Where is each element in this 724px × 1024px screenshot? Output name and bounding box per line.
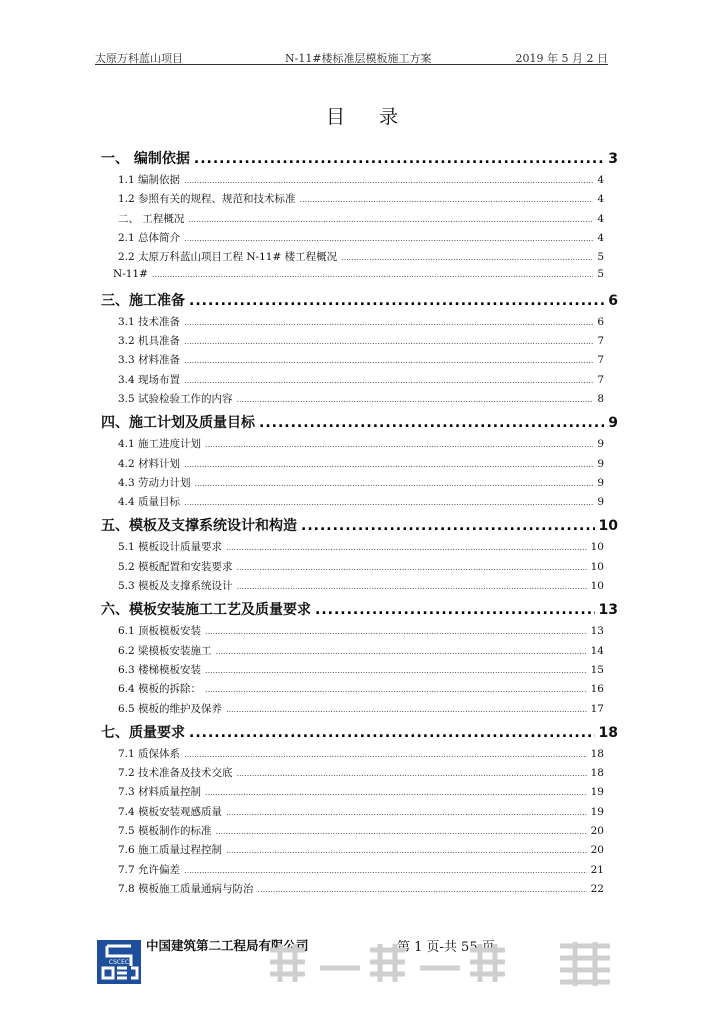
toc-section-entry[interactable] <box>101 784 618 803</box>
toc-entry-page: 19 <box>590 805 604 818</box>
toc-section-entry[interactable] <box>101 662 618 681</box>
toc-leader-dots <box>184 337 593 346</box>
header-date: 2019 年 5 月 2 日 <box>515 52 608 65</box>
toc-entry-label: 4.2 材料计划 <box>118 457 181 470</box>
toc-entry-page: 9 <box>597 496 604 509</box>
toc-entry-page: 22 <box>590 882 604 895</box>
toc-section-entry[interactable] <box>101 559 618 578</box>
toc-entry-page: 20 <box>590 825 604 838</box>
toc-leader-dots <box>188 215 593 224</box>
toc-section-entry[interactable] <box>101 746 618 765</box>
toc-entry-page: 7 <box>597 354 604 367</box>
toc-entry-label: 7.1 质保体系 <box>118 747 181 760</box>
page-header <box>95 48 608 65</box>
toc-section-entry[interactable] <box>101 578 618 597</box>
toc-entry-page: 10 <box>590 560 604 573</box>
toc-entry-label: 5.2 模板配置和安装要求 <box>118 560 233 573</box>
toc-entry-page: 9 <box>597 457 604 470</box>
toc-entry-label: N-11# <box>113 268 148 281</box>
toc-entry-page: 13 <box>598 602 618 619</box>
toc-leader-dots <box>300 195 594 204</box>
footer-company: 中国建筑第二工程局有限公司 <box>146 938 309 953</box>
toc-leader-dots <box>259 415 604 431</box>
toc-leader-dots <box>184 750 587 759</box>
watermark-pattern <box>260 938 620 988</box>
toc-entry-label: 4.4 质量目标 <box>118 496 181 509</box>
toc-entry-page: 17 <box>590 702 604 715</box>
header-doc-title: N-11#楼标准层模板施工方案 <box>285 52 432 65</box>
table-of-contents <box>101 146 618 900</box>
toc-section-entry[interactable] <box>101 701 618 720</box>
toc-leader-dots <box>237 582 587 591</box>
toc-section-entry[interactable] <box>101 643 618 662</box>
toc-section-entry[interactable] <box>101 436 618 455</box>
toc-entry-page: 10 <box>598 518 618 535</box>
toc-section-entry[interactable] <box>101 804 618 823</box>
toc-leader-dots <box>184 376 593 385</box>
toc-entry-label: 7.8 模板施工质量通病与防治 <box>118 882 254 895</box>
toc-entry-label: 7.3 材料质量控制 <box>118 786 202 799</box>
toc-entry-label: 3.5 试验检验工作的内容 <box>118 392 233 405</box>
cscec-logo <box>97 940 141 984</box>
toc-section-entry[interactable] <box>101 191 618 210</box>
toc-entry-label: 七、质量要求 <box>101 724 185 741</box>
toc-entry-label: 4.1 施工进度计划 <box>118 438 202 451</box>
toc-entry-page: 4 <box>597 193 604 206</box>
toc-entry-label: 1.2 参照有关的规程、规范和技术标准 <box>118 193 296 206</box>
toc-section-entry[interactable] <box>101 623 618 642</box>
toc-section-entry[interactable] <box>101 456 618 475</box>
toc-entry-label: 5.3 模板及支撑系统设计 <box>118 580 233 593</box>
toc-leader-dots <box>184 356 593 365</box>
toc-entry-label: 7.6 施工质量过程控制 <box>118 844 223 857</box>
toc-leader-dots <box>205 666 587 675</box>
toc-entry-page: 6 <box>608 292 618 309</box>
toc-section-entry[interactable] <box>101 391 618 410</box>
toc-chapter-entry[interactable] <box>101 599 618 623</box>
toc-leader-dots <box>194 151 604 167</box>
toc-leader-dots <box>226 808 587 817</box>
toc-entry-page: 18 <box>590 767 604 780</box>
toc-entry-label: 2.2 太原万科蓝山项目工程 N-11# 楼工程概况 <box>118 251 338 264</box>
toc-entry-page: 5 <box>597 268 604 281</box>
toc-entry-label: 2.1 总体简介 <box>118 231 181 244</box>
header-project: 太原万科蓝山项目 <box>95 52 183 65</box>
toc-section-entry[interactable] <box>101 352 618 371</box>
toc-leader-dots <box>184 234 593 243</box>
toc-section-entry[interactable] <box>101 211 618 230</box>
toc-entry-page: 4 <box>597 231 604 244</box>
toc-leader-dots <box>226 846 587 855</box>
toc-entry-page: 18 <box>590 747 604 760</box>
toc-entry-page: 6 <box>597 315 604 328</box>
toc-entry-label: 二、 工程概况 <box>118 212 185 225</box>
toc-entry-page: 10 <box>590 580 604 593</box>
toc-chapter-entry[interactable] <box>101 290 618 314</box>
toc-leader-dots <box>184 460 593 469</box>
toc-entry-label: 6.4 模板的拆除： <box>118 683 202 696</box>
toc-entry-page: 9 <box>597 438 604 451</box>
toc-entry-page: 9 <box>597 476 604 489</box>
toc-chapter-entry[interactable] <box>101 148 618 172</box>
toc-entry-page: 5 <box>597 251 604 264</box>
toc-entry-label: 一、 编制依据 <box>101 151 190 167</box>
toc-entry-page: 20 <box>590 844 604 857</box>
toc-section-entry[interactable] <box>101 475 618 494</box>
toc-entry-label: 5.1 模板设计质量要求 <box>118 541 223 554</box>
toc-leader-dots <box>189 725 595 741</box>
toc-leader-dots <box>216 647 587 656</box>
toc-section-entry[interactable] <box>101 172 618 191</box>
toc-section-entry[interactable] <box>101 230 618 249</box>
toc-leader-dots <box>216 827 587 836</box>
toc-leader-dots <box>184 498 593 507</box>
toc-leader-dots <box>237 769 587 778</box>
toc-entry-page: 18 <box>598 724 618 741</box>
toc-chapter-entry[interactable] <box>101 412 618 436</box>
toc-leader-dots <box>226 705 587 714</box>
toc-section-entry[interactable] <box>101 862 618 881</box>
toc-leader-dots <box>315 602 595 618</box>
toc-entry-page: 9 <box>608 415 618 432</box>
toc-entry-label: 6.3 楼梯模板安装 <box>118 663 202 676</box>
toc-leader-dots <box>226 543 587 552</box>
toc-leader-dots <box>237 563 587 572</box>
toc-entry-label: 1.1 编制依据 <box>118 174 181 186</box>
toc-section-entry[interactable] <box>101 314 618 333</box>
toc-entry-page: 10 <box>590 541 604 554</box>
toc-entry-page: 19 <box>590 786 604 799</box>
toc-entry-label: 六、模板安装施工工艺及质量要求 <box>101 602 311 619</box>
toc-entry-page: 16 <box>590 683 604 696</box>
toc-entry-label: 3.3 材料准备 <box>118 354 181 367</box>
toc-section-entry[interactable] <box>101 823 618 842</box>
toc-entry-page: 14 <box>590 644 604 657</box>
toc-entry-label: 3.1 技术准备 <box>118 315 181 328</box>
toc-entry-page: 8 <box>597 392 604 405</box>
toc-entry-label: 7.2 技术准备及技术交底 <box>118 767 233 780</box>
toc-entry-page: 4 <box>597 212 604 225</box>
toc-section-entry[interactable] <box>101 842 618 861</box>
toc-leader-dots <box>184 866 587 875</box>
toc-leader-dots <box>205 685 587 694</box>
toc-chapter-entry[interactable] <box>101 722 618 746</box>
toc-section-entry[interactable] <box>101 494 618 513</box>
toc-leader-dots <box>184 318 593 327</box>
toc-leader-dots <box>189 293 604 309</box>
toc-entry-label: 7.7 允许偏差 <box>118 863 181 876</box>
page-title: 目录 <box>325 106 432 128</box>
toc-entry-label: 3.2 机具准备 <box>118 335 181 348</box>
toc-leader-dots <box>184 176 593 185</box>
toc-entry-label: 3.4 现场布置 <box>118 373 181 386</box>
toc-entry-page: 3 <box>608 151 618 167</box>
toc-section-entry[interactable] <box>101 372 618 391</box>
logo-text: CSCEC <box>108 959 130 966</box>
toc-entry-label: 4.3 劳动力计划 <box>118 476 191 489</box>
toc-entry-page: 4 <box>597 174 604 186</box>
toc-leader-dots <box>152 270 593 279</box>
toc-entry-label: 四、施工计划及质量目标 <box>101 415 255 432</box>
toc-chapter-entry[interactable] <box>101 515 618 539</box>
toc-leader-dots <box>195 479 594 488</box>
toc-entry-label: 6.1 顶板模板安装 <box>118 625 202 638</box>
footer-page-number: 第 1 页-共 55 页 <box>397 940 495 955</box>
toc-entry-page: 7 <box>597 335 604 348</box>
toc-entry-page: 7 <box>597 373 604 386</box>
toc-entry-label: 五、模板及支撑系统设计和构造 <box>101 518 297 535</box>
toc-section-entry[interactable] <box>101 249 618 268</box>
toc-entry-page: 21 <box>590 863 604 876</box>
toc-entry-label: 三、施工准备 <box>101 292 185 309</box>
toc-entry-label: 6.5 模板的维护及保养 <box>118 702 223 715</box>
toc-leader-dots <box>301 518 595 534</box>
toc-entry-label: 7.4 模板安装观感质量 <box>118 805 223 818</box>
toc-leader-dots <box>341 253 593 262</box>
toc-section-entry[interactable] <box>101 539 618 558</box>
toc-entry-label: 6.2 梁模板安装施工 <box>118 644 212 657</box>
toc-section-entry[interactable] <box>101 681 618 700</box>
toc-leader-dots <box>205 627 587 636</box>
toc-leader-dots <box>237 395 594 404</box>
toc-entry-page: 15 <box>590 663 604 676</box>
toc-leader-dots <box>258 885 587 894</box>
toc-section-entry[interactable] <box>101 333 618 352</box>
toc-leader-dots <box>205 440 593 449</box>
toc-leader-dots <box>205 788 587 797</box>
toc-section-entry[interactable] <box>101 881 618 900</box>
toc-entry-label: 7.5 模板制作的标准 <box>118 825 212 838</box>
toc-section-entry[interactable] <box>101 765 618 784</box>
toc-section-entry[interactable] <box>101 268 618 287</box>
toc-entry-page: 13 <box>590 625 604 638</box>
